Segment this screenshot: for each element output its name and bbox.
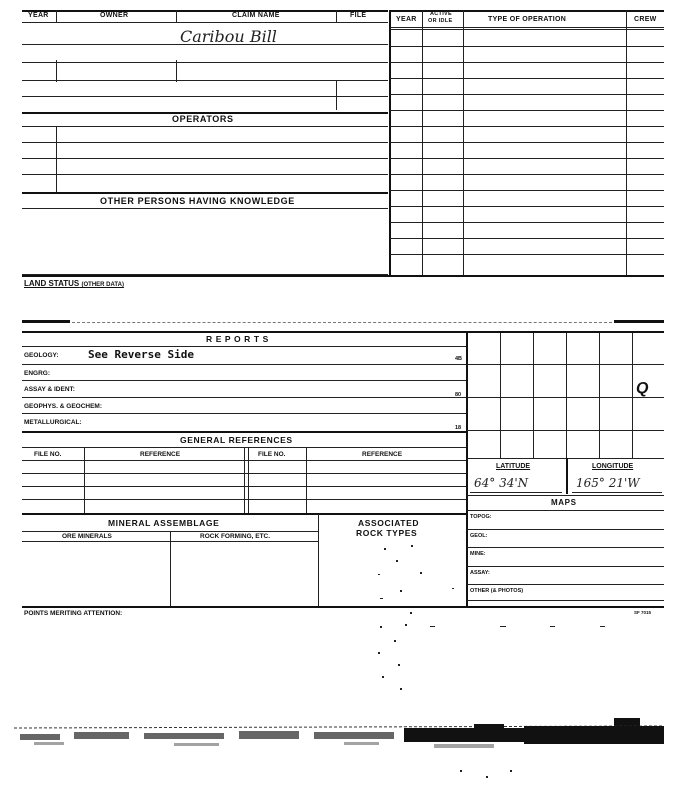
form-number: SF 7015 <box>634 610 652 615</box>
longitude-label: LONGITUDE <box>592 463 634 470</box>
points-meriting-title: POINTS MERITING ATTENTION: <box>24 610 123 617</box>
maps-other: OTHER (& PHOTOS) <box>470 588 524 594</box>
metallurgical-label: METALLURGICAL: <box>24 419 82 426</box>
registration-block <box>614 718 640 726</box>
metallurgical-num: 18 <box>455 425 462 431</box>
general-references-title: GENERAL REFERENCES <box>180 435 293 445</box>
grid-mark: Q <box>636 380 649 397</box>
col-reference-2: REFERENCE <box>362 451 403 458</box>
geology-num: 4B <box>455 356 463 362</box>
other-persons-title: OTHER PERSONS HAVING KNOWLEDGE <box>100 196 295 206</box>
col-owner: OWNER <box>100 12 129 19</box>
col-year: YEAR <box>28 12 49 19</box>
latitude-value: 64° 34'N <box>474 476 529 490</box>
latitude-label: LATITUDE <box>496 463 531 470</box>
col-file: FILE <box>350 12 367 19</box>
land-status-title: LAND STATUS <box>24 279 80 288</box>
col-type-of-operation: TYPE OF OPERATION <box>488 16 567 23</box>
assay-num: 80 <box>455 392 462 398</box>
maps-geol: GEOL: <box>470 533 488 539</box>
mineral-assemblage-title: MINERAL ASSEMBLAGE <box>108 518 220 528</box>
operators-title: OPERATORS <box>172 114 234 124</box>
col-reference-1: REFERENCE <box>140 451 181 458</box>
land-status-subtitle: (OTHER DATA) <box>81 282 124 288</box>
geology-value: See Reverse Side <box>88 348 194 361</box>
col-file-no-2: FILE NO. <box>258 451 286 458</box>
reports-title: R E P O R T S <box>206 334 269 344</box>
longitude-value: 165° 21'W <box>576 476 640 490</box>
col-or-idle: OR IDLE <box>428 18 453 24</box>
col-active: ACTIVE <box>430 11 452 17</box>
col-crew: CREW <box>634 16 657 23</box>
associated-rock-types-2: ROCK TYPES <box>356 528 418 538</box>
assay-label: ASSAY & IDENT: <box>24 386 75 393</box>
maps-mine: MINE: <box>470 551 486 557</box>
col-ore-minerals: ORE MINERALS <box>62 533 112 540</box>
associated-rock-types-1: ASSOCIATED <box>358 518 420 528</box>
col-rock-forming: ROCK FORMING, ETC. <box>200 533 271 540</box>
maps-topog: TOPOG: <box>470 514 492 520</box>
geology-label: GEOLOGY: <box>24 352 59 359</box>
col-claim-name: CLAIM NAME <box>232 12 280 19</box>
claim-name-value: Caribou Bill <box>180 27 277 46</box>
scan-noise-strip <box>14 718 664 756</box>
maps-assay: ASSAY: <box>470 570 490 576</box>
col-activity-year: YEAR <box>396 16 417 23</box>
maps-title: MAPS <box>551 498 577 507</box>
geophys-label: GEOPHYS. & GEOCHEM: <box>24 403 103 410</box>
col-file-no-1: FILE NO. <box>34 451 62 458</box>
engrg-label: ENGRG: <box>24 370 50 377</box>
